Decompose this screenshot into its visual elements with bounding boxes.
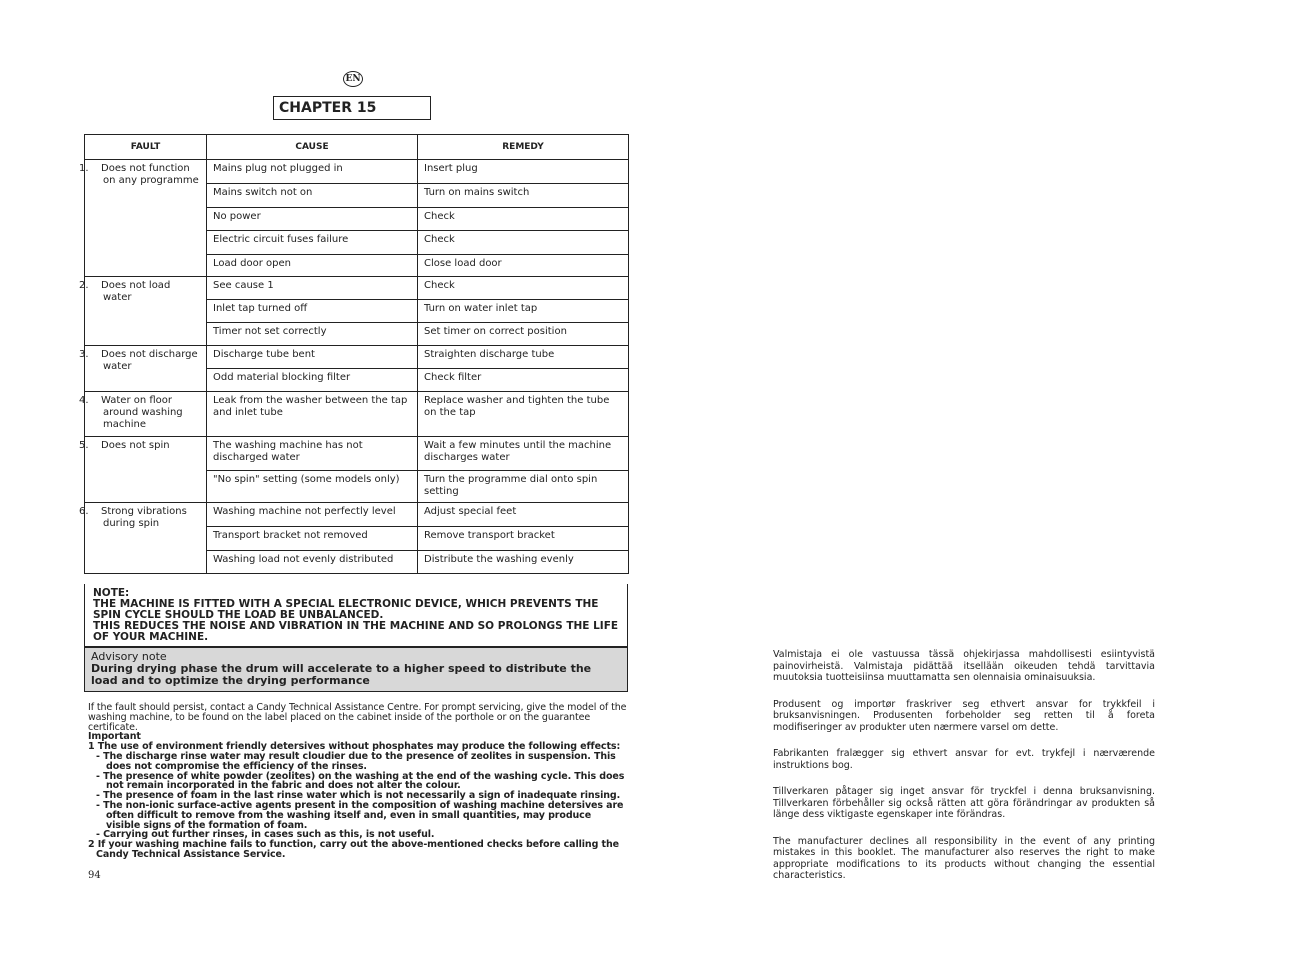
cause-cell: Washing load not evenly distributed bbox=[207, 551, 418, 574]
table-row bbox=[85, 503, 629, 527]
bullet-dash: - bbox=[96, 750, 104, 762]
advisory-body: During drying phase the drum will accelerate to a higher speed to distribute the load and to optimize the drying performance bbox=[91, 662, 592, 687]
cause-cell: See cause 1 bbox=[207, 277, 418, 300]
bullet-dash: - bbox=[96, 829, 104, 841]
advisory-box bbox=[84, 647, 628, 692]
troubleshooting-table bbox=[79, 134, 629, 574]
fault-description: Does not discharge water bbox=[101, 349, 198, 372]
fault-number: 4. bbox=[79, 395, 89, 406]
header-remedy: REMEDY bbox=[418, 135, 629, 160]
fault-description: Does not function on any programme bbox=[101, 163, 199, 186]
disclaimer-danish: Fabrikanten fralægger sig ethvert ansvar for evt. trykfejl i nærværende instruktions bog. bbox=[773, 748, 1155, 771]
fault-description: Does not load water bbox=[101, 280, 171, 303]
cause-cell: "No spin" setting (some models only) bbox=[207, 471, 418, 503]
remedy-cell: Check bbox=[418, 277, 629, 300]
cause-cell: The washing machine has not discharged water bbox=[207, 437, 418, 471]
cause-cell: Leak from the washer between the tap and inlet tube bbox=[207, 392, 418, 437]
cause-cell: Load door open bbox=[207, 255, 418, 277]
page-number: 94 bbox=[88, 870, 101, 881]
effect-text: The discharge rinse water may result cloudier due to the presence of zeolites in suspension. This does not compromise the efficiency of the rinses. bbox=[103, 750, 616, 772]
cause-cell: Electric circuit fuses failure bbox=[207, 231, 418, 255]
remedy-cell: Insert plug bbox=[418, 160, 629, 184]
table-row bbox=[85, 160, 629, 184]
cause-cell: Mains plug not plugged in bbox=[207, 160, 418, 184]
remedy-cell: Check bbox=[418, 231, 629, 255]
effect-item bbox=[88, 801, 628, 830]
chapter-title: CHAPTER 15 bbox=[273, 96, 431, 120]
cause-cell: No power bbox=[207, 208, 418, 231]
cause-cell: Timer not set correctly bbox=[207, 323, 418, 346]
remedy-cell: Straighten discharge tube bbox=[418, 346, 629, 369]
effect-item bbox=[88, 772, 628, 792]
point-1: 1 The use of environment friendly detersives without phosphates may produce the following effects: bbox=[88, 741, 621, 753]
fault-cell bbox=[79, 437, 207, 503]
effect-text: The presence of white powder (zeolites) on the washing at the end of the washing cycle. This does not remain incorporated in the fabric and does not alter the colour. bbox=[103, 770, 625, 792]
note-line-2: THIS REDUCES THE NOISE AND VIBRATION IN THE MACHINE AND SO PROLONGS THE LIFE OF YOUR MACHINE. bbox=[93, 620, 619, 643]
cause-cell: Transport bracket not removed bbox=[207, 527, 418, 551]
disclaimer-finnish: Valmistaja ei ole vastuussa tässä ohjekirjassa mahdollisesti esiintyvistä painovirheistä. Valmistaja pidättää itsellään oikeuden tehdä tarvittavia muutoksia tuotteisiinsa muuttamatta sen olennaisia ominaisuuksia. bbox=[773, 649, 1155, 683]
fault-cell bbox=[79, 160, 207, 277]
note-label: NOTE: bbox=[93, 587, 130, 599]
fault-cell bbox=[79, 392, 207, 437]
fault-cell bbox=[79, 503, 207, 574]
cause-cell: Discharge tube bent bbox=[207, 346, 418, 369]
header-cause: CAUSE bbox=[207, 135, 418, 160]
effects-list bbox=[88, 752, 628, 840]
effect-text: The non-ionic surface-active agents present in the composition of washing machine detersives are often difficult to remove from the washing itself and, even in small quantities, may produce visible signs of the formation of foam. bbox=[103, 799, 624, 831]
remedy-cell: Set timer on correct position bbox=[418, 323, 629, 346]
table-row bbox=[85, 277, 629, 300]
fault-number: 2. bbox=[79, 280, 89, 291]
fault-description: Strong vibrations during spin bbox=[101, 506, 187, 529]
remedy-cell: Turn the programme dial onto spin setting bbox=[418, 471, 629, 503]
persist-instructions bbox=[88, 703, 628, 860]
effect-item bbox=[88, 752, 628, 772]
bullet-dash: - bbox=[96, 790, 104, 802]
fault-number: 5. bbox=[79, 440, 89, 451]
effect-text: Carrying out further rinses, in cases such as this, is not useful. bbox=[103, 829, 435, 841]
bullet-dash: - bbox=[96, 770, 104, 782]
remedy-cell: Adjust special feet bbox=[418, 503, 629, 527]
fault-cell bbox=[79, 346, 207, 392]
effect-text: The presence of foam in the last rinse water which is not necessarily a sign of inadequate rinsing. bbox=[103, 790, 621, 802]
disclaimer-swedish: Tillverkaren påtager sig inget ansvar för tryckfel i denna bruksanvisning. Tillverkaren förbehåller sig också rätten att göra förändringar av produkten så länge dess viktigaste egenskaper inte förändras. bbox=[773, 786, 1155, 820]
disclaimer-column bbox=[773, 649, 1155, 897]
intro-text: If the fault should persist, contact a Candy Technical Assistance Centre. For prompt servicing, give the model of the washing machine, to be found on the label placed on the cabinet inside of the porthole or on the guarantee certificate. bbox=[88, 702, 627, 733]
remedy-cell: Wait a few minutes until the machine discharges water bbox=[418, 437, 629, 471]
point-2: 2 If your washing machine fails to function, carry out the above-mentioned checks before calling the Candy Technical Assistance Service. bbox=[88, 839, 619, 860]
fault-number: 1. bbox=[79, 163, 89, 174]
remedy-cell: Turn on water inlet tap bbox=[418, 300, 629, 323]
table-row bbox=[85, 437, 629, 471]
remedy-cell: Distribute the washing evenly bbox=[418, 551, 629, 574]
cause-cell: Odd material blocking filter bbox=[207, 369, 418, 392]
table-body bbox=[79, 160, 629, 574]
disclaimer-english: The manufacturer declines all responsibility in the event of any printing mistakes in this booklet. The manufacturer also reserves the right to make appropriate modifications to its products without changing the essential characteristics. bbox=[773, 835, 1155, 881]
important-heading: Important bbox=[88, 731, 141, 743]
bullet-dash: - bbox=[96, 799, 104, 811]
remedy-cell: Turn on mains switch bbox=[418, 184, 629, 208]
fault-number: 6. bbox=[79, 506, 89, 517]
remedy-cell: Replace washer and tighten the tube on the tap bbox=[418, 392, 629, 437]
table-row bbox=[85, 392, 629, 437]
note-box bbox=[84, 584, 628, 647]
remedy-cell: Close load door bbox=[418, 255, 629, 277]
remedy-cell: Remove transport bracket bbox=[418, 527, 629, 551]
cause-cell: Mains switch not on bbox=[207, 184, 418, 208]
fault-number: 3. bbox=[79, 349, 89, 360]
advisory-title: Advisory note bbox=[91, 650, 167, 663]
fault-description: Does not spin bbox=[101, 440, 170, 451]
remedy-cell: Check bbox=[418, 208, 629, 231]
remedy-cell: Check filter bbox=[418, 369, 629, 392]
table-row bbox=[85, 346, 629, 369]
fault-cell bbox=[79, 277, 207, 346]
disclaimer-norwegian: Produsent og importør fraskriver seg ethvert ansvar for trykkfeil i bruksanvisningen. Produsenten forbeholder seg retten til å foreta modifiseringer av produkter uten nærmere varsel om dette. bbox=[773, 698, 1155, 733]
language-badge: EN bbox=[343, 71, 363, 87]
header-fault: FAULT bbox=[85, 135, 207, 160]
cause-cell: Inlet tap turned off bbox=[207, 300, 418, 323]
cause-cell: Washing machine not perfectly level bbox=[207, 503, 418, 527]
fault-description: Water on floor around washing machine bbox=[101, 395, 183, 430]
note-line-1: THE MACHINE IS FITTED WITH A SPECIAL ELECTRONIC DEVICE, WHICH PREVENTS THE SPIN CYCLE SHOULD THE LOAD BE UNBALANCED. bbox=[93, 598, 599, 621]
table-header-row bbox=[85, 135, 629, 160]
